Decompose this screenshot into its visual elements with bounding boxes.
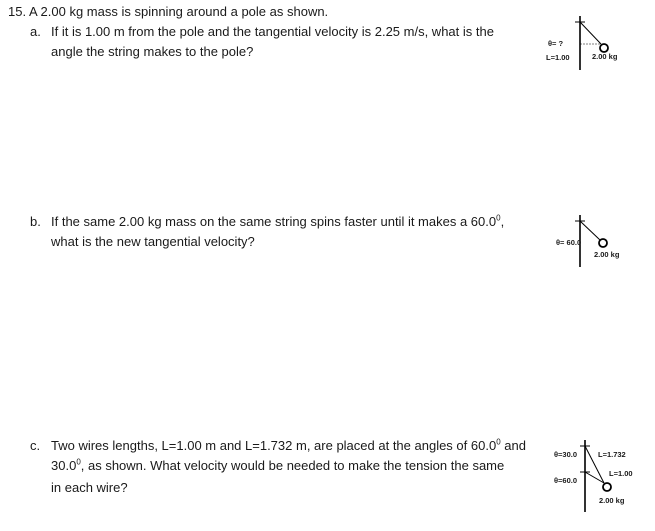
problem-intro: A 2.00 kg mass is spinning around a pole as shown. <box>28 4 329 19</box>
problem-number: 15. <box>8 4 27 19</box>
part-a-theta-label: θ= ? <box>548 39 564 48</box>
part-b-question-line1: If the same 2.00 kg mass on the same string spins faster until it makes a 60.0$^0$, <box>51 213 505 229</box>
part-c-length-lower-label: L=1.00 <box>609 469 633 478</box>
part-c-marker: c. <box>30 438 41 453</box>
mass-circle <box>600 44 608 52</box>
mass-circle <box>599 239 607 247</box>
part-c-question-line2: 30.0$^0$, as shown. What velocity would be needed to make the tension the same <box>51 457 505 473</box>
part-b-theta-label: θ= 60.0 <box>556 238 582 247</box>
string <box>580 22 601 44</box>
string <box>580 221 600 240</box>
part-b-question-line2: what is the new tangential velocity? <box>51 234 255 249</box>
part-b-marker: b. <box>30 214 41 229</box>
problem-heading <box>8 2 328 22</box>
part-c-theta-upper-label: θ=30.0 <box>554 450 578 459</box>
part-c-theta-lower-label: θ=60.0 <box>554 476 578 485</box>
part-b-mass-label: 2.00 kg <box>594 250 620 259</box>
part-c-question-line3: in each wire? <box>51 480 128 495</box>
part-c-mass-label: 2.00 kg <box>599 496 625 505</box>
part-c-length-upper-label: L=1.732 <box>598 450 626 459</box>
mass-circle <box>603 483 611 491</box>
part-a-question-line2: angle the string makes to the pole? <box>51 44 254 59</box>
part-a-marker: a. <box>30 24 41 39</box>
part-a-mass-label: 2.00 kg <box>592 52 618 61</box>
part-a-question-line1: If it is 1.00 m from the pole and the tangential velocity is 2.25 m/s, what is the <box>51 24 494 39</box>
part-a-length-label: L=1.00 <box>546 53 570 62</box>
part-c-question-line1: Two wires lengths, L=1.00 m and L=1.732 m, are placed at the angles of 60.0$^0$ and <box>51 437 526 453</box>
